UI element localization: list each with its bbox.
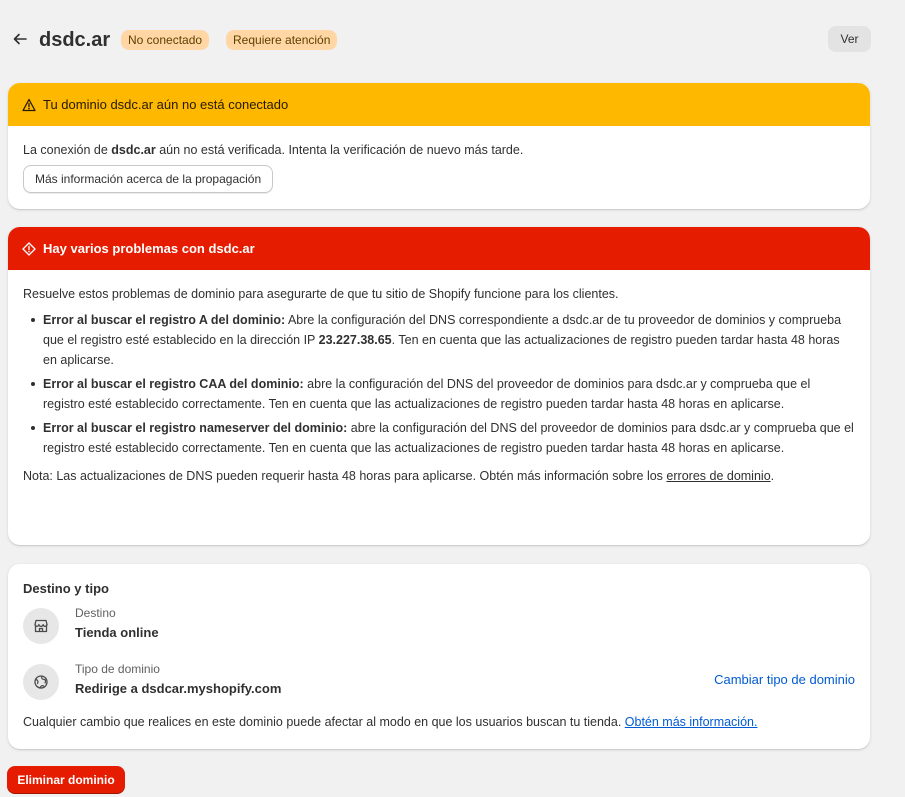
warning-card-header — [8, 83, 870, 126]
destination-footer-text: Cualquier cambio que realices en este dominio puede afectar al modo en que los usuarios buscan tu tienda. — [23, 715, 625, 729]
warning-text-suffix: aún no está verificada. Intenta la verificación de nuevo más tarde. — [155, 143, 524, 157]
errors-body — [8, 270, 870, 500]
destination-value: Tienda online — [75, 625, 159, 640]
errors-intro: Resuelve estos problemas de dominio para asegurarte de que tu sitio de Shopify funcione para los clientes. — [23, 287, 619, 301]
warning-body — [8, 126, 870, 207]
error-caa-title: Error al buscar el registro CAA del dominio: — [43, 377, 304, 391]
errors-note — [23, 466, 855, 486]
error-ns-text: abre la configuración del DNS del proveedor de dominios para dsdc.ar y comprueba que el registro esté establecido correctamente. Ten en cuenta que las actualizaciones de registro pueden tardar hasta 48 horas en aplicarse. — [43, 421, 854, 455]
page-title: dsdc.ar — [39, 29, 111, 51]
errors-list — [23, 310, 855, 458]
status-badge-not-connected: No conectado — [121, 30, 209, 50]
store-icon — [23, 608, 59, 644]
destination-label: Destino — [75, 606, 116, 620]
warning-text-domain: dsdc.ar — [111, 143, 156, 157]
warning-text-prefix: La conexión de — [23, 143, 112, 157]
destination-footer — [23, 715, 757, 729]
error-a-text: Abre la configuración del DNS correspondiente a dsdc.ar de tu proveedor de dominios y comprueba que el registro esté establecido en la dirección IP — [43, 313, 842, 347]
list-item — [23, 418, 855, 458]
errors-card-header — [8, 227, 870, 270]
destination-row — [23, 606, 855, 646]
propagation-info-button[interactable]: Más información acerca de la propagación — [23, 165, 273, 193]
destination-card — [8, 564, 870, 749]
error-a-text2: . Ten en cuenta que las actualizaciones de registro pueden tardar hasta 48 horas en aplicarse. — [43, 333, 840, 367]
error-caa-text: abre la configuración del DNS del proveedor de dominios para dsdc.ar y comprueba que el registro esté establecido correctamente. Ten en cuenta que las actualizaciones de registro pueden tardar hasta 48 horas en aplicarse. — [43, 377, 811, 411]
change-domain-type-link[interactable]: Cambiar tipo de dominio — [714, 672, 855, 687]
warning-title: Tu dominio dsdc.ar aún no está conectado — [43, 97, 289, 112]
delete-domain-button[interactable]: Eliminar dominio — [7, 766, 125, 794]
error-a-title: Error al buscar el registro A del dominio: — [43, 313, 286, 327]
page-header — [0, 0, 905, 80]
alert-diamond-icon — [22, 242, 36, 256]
learn-more-link[interactable]: Obtén más información. — [624, 715, 758, 729]
list-item — [23, 310, 855, 370]
error-a-ip: 23.227.38.65 — [318, 333, 392, 347]
domain-type-row — [23, 662, 855, 702]
globe-icon — [23, 664, 59, 700]
list-item — [23, 374, 855, 414]
note-suffix: . — [770, 469, 775, 483]
errors-card — [8, 227, 870, 545]
warning-card — [8, 83, 870, 209]
alert-triangle-icon — [22, 98, 36, 112]
view-button[interactable]: Ver — [828, 26, 871, 52]
errors-title: Hay varios problemas con dsdc.ar — [43, 241, 255, 256]
note-prefix: Nota: Las actualizaciones de DNS pueden requerir hasta 48 horas para aplicarse. Obtén más información sobre los — [23, 469, 667, 483]
domain-type-value: Redirige a dsdcar.myshopify.com — [75, 681, 282, 696]
arrow-left-icon[interactable] — [12, 28, 32, 50]
domain-type-label: Tipo de dominio — [75, 662, 160, 676]
domain-errors-link[interactable]: errores de dominio — [666, 469, 771, 483]
destination-title: Destino y tipo — [23, 581, 109, 596]
warning-text — [23, 140, 855, 160]
status-badge-attention: Requiere atención — [226, 30, 337, 50]
error-ns-title: Error al buscar el registro nameserver del dominio: — [43, 421, 348, 435]
